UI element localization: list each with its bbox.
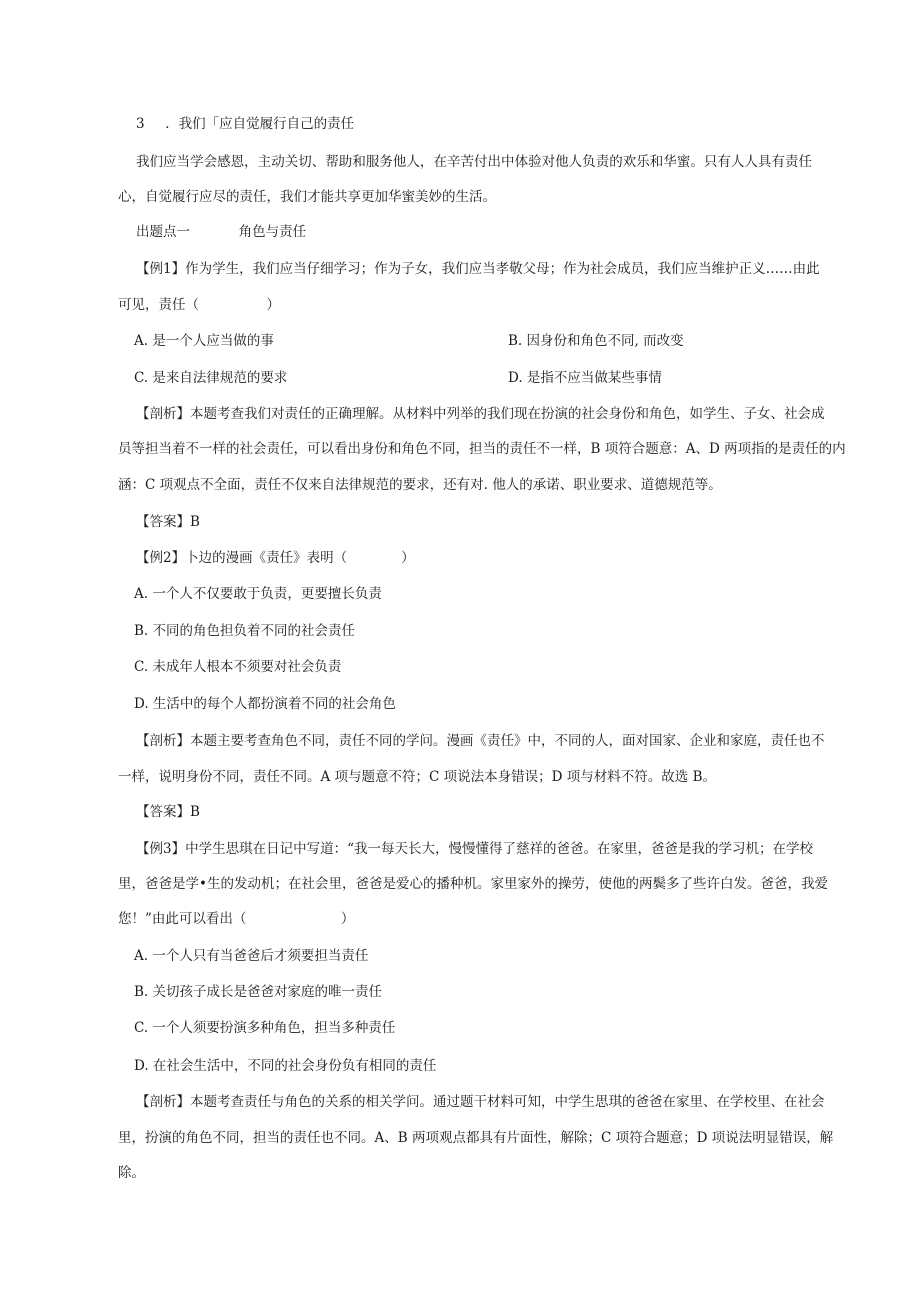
example2-option-d: D. 生活中的每个人都扮演着不同的社会角色 [134,696,396,712]
example2-option-a: A. 一个人不仅要敢于负责，更要擅长负责 [134,586,382,602]
section-heading [136,114,354,134]
example1-option-d: D. 是指不应当做某些事情 [508,370,662,386]
example1-option-a: A. 是一个人应当做的事 [134,333,274,349]
example3-analysis-line-2: 里，扮演的角色不同，担当的责任也不同。A、B 两项观点都具有片面性，解除；C 项符合题意；D 项说法明显错误，解 [118,1130,834,1146]
intro-line-2: 心，自觉履行应尽的责任，我们才能共享更加华蜜美妙的生活。 [118,189,496,205]
example2-question: 【例2】卜边的漫画《责任》表明（ ） [136,550,415,566]
example1-question-line-2: 可见，责任（ ） [118,297,280,313]
example3-option-b: B. 关切孩子成长是爸爸对家庭的唯一责任 [134,984,383,1000]
example1-analysis-line-1: 【剖析】本题考查我们对责任的正确理解。从材料中列举的我们现在扮演的社会身份和角色，如学生、子女、社会成 [136,406,825,422]
example3-option-a: A. 一个人只有当爸爸后才须要担当责任 [134,948,369,964]
example1-option-b: B. 因身份和角色不同, 而改变 [508,333,684,349]
example2-analysis-line-2: 一样，说明身份不同，责任不同。A 项与题意不符；C 项说法本身错误；D 项与材料不符。故选 B。 [118,769,716,785]
intro-line-1: 我们应当学会感恩，主动关切、帮助和服务他人，在辛苦付出中体验对他人负责的欢乐和华蜜。只有人人具有责任 [136,154,812,170]
example3-question-line-3: 您！”由此可以看出（ ） [118,911,355,927]
example3-option-d: D. 在社会生活中，不同的社会身份负有相同的责任 [134,1058,437,1074]
example2-answer: 【答案】B [136,804,200,820]
example1-analysis-line-2: 员等担当着不一样的社会责任，可以看出身份和角色不同，担当的责任不一样，B 项符合题意：A、D 两项指的是责任的内 [118,441,846,457]
example2-option-c: C. 未成年人根本不须要对社会负责 [134,659,342,675]
example3-analysis-line-1: 【剖析】本题考查责任与角色的关系的相关学问。通过题干材料可知，中学生思琪的爸爸在家里、在学校里、在社会 [136,1094,825,1110]
example3-analysis-line-3: 除。 [118,1165,145,1181]
example3-option-c: C. 一个人须要扮演多种角色，担当多种责任 [134,1020,396,1036]
example1-answer: 【答案】B [136,514,200,530]
example2-analysis-line-1: 【剖析】本题主要考查角色不同，责任不同的学问。漫画《责任》中，不同的人，面对国家、企业和家庭，责任也不 [136,733,825,749]
topic-label: 出题点一 [136,224,190,240]
example3-question-line-2: 里，爸爸是学•生的发动机；在社会里，爸爸是爱心的播种机。家里家外的操劳，使他的两鬓多了些许白发。爸爸，我爱 [118,876,828,892]
example2-option-b: B. 不同的角色担负着不同的社会责任 [134,623,356,639]
example1-question-line-1: 【例1】作为学生，我们应当仔细学习；作为子女，我们应当孝敬父母；作为社会成员，我们应当维护正义……由此 [136,261,820,277]
example1-analysis-line-3: 涵：C 项观点不全面，责任不仅来自法律规范的要求，还有对. 他人的承诺、职业要求、道德规范等。 [118,477,722,493]
section-number: 3 [136,116,145,132]
topic-heading [136,222,306,242]
example1-option-c: C. 是来自法律规范的要求 [134,370,288,386]
section-title: ．我们「应自觉履行自己的责任 [165,116,355,132]
topic-title: 角色与责任 [238,224,307,240]
example3-question-line-1: 【例3】中学生思琪在日记中写道：“我一每天长大，慢慢懂得了慈祥的爸爸。在家里，爸爸是我的学习机；在学校 [136,841,813,857]
